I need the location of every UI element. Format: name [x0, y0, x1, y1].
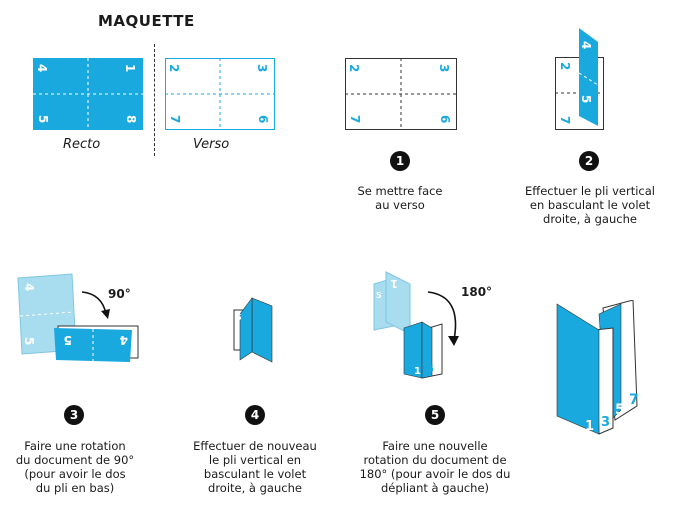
- step-1-caption-line-2: au verso: [375, 198, 425, 212]
- step-5-badge: 5: [425, 405, 445, 425]
- step-1-caption: [335, 184, 465, 212]
- step5-illustration: [370, 266, 480, 384]
- verso-panel-6: 6: [256, 115, 270, 124]
- step5-ghost-panel-5: 5: [376, 291, 382, 300]
- step-1-caption-line-1: Se mettre face: [357, 184, 443, 198]
- verso-label: Verso: [193, 137, 230, 152]
- step-3-badge: 3: [64, 405, 84, 425]
- step3-illustration: [10, 272, 140, 364]
- step-3-caption-line-1: Faire une rotation: [24, 439, 126, 453]
- recto-panel-5: 5: [36, 115, 50, 124]
- step3-rotation-label: 90°: [108, 287, 131, 301]
- step-4-caption-line-3: basculant le volet: [203, 467, 307, 481]
- final-panel-3: 3: [601, 415, 611, 430]
- final-folded-illustration: [555, 300, 645, 440]
- step4-illustration: [232, 290, 278, 366]
- step-3-caption-line-2: du document de 90°: [15, 453, 135, 467]
- recto-sheet: [33, 58, 143, 130]
- step-5-caption-line-4: dépliant à gauche): [380, 481, 490, 495]
- step4-flap-left: [240, 298, 252, 360]
- step-4-caption-line-1: Effectuer de nouveau: [193, 439, 317, 453]
- step5-ghost-panel-1: 1: [390, 277, 398, 290]
- step3-ghost-panel-4: 4: [22, 283, 36, 292]
- step5-panel-1: 1: [414, 366, 421, 377]
- step-5-caption-line-3: 180° (pour avoir le dos du: [359, 467, 511, 481]
- step-5-caption-line-2: rotation du document de: [363, 453, 507, 467]
- step2-illustration: [555, 28, 615, 134]
- step3-arrow-head: [101, 309, 110, 319]
- step2-panel-2: 2: [558, 62, 572, 71]
- verso-panel-2: 2: [167, 64, 181, 73]
- step1-illustration: [345, 58, 457, 130]
- step-3-caption-line-4: du pli en bas): [35, 481, 115, 495]
- step-5-caption: [345, 439, 525, 495]
- final-panel-1: 1: [585, 419, 595, 434]
- step-2-caption: [505, 184, 675, 226]
- divider: [154, 44, 155, 156]
- recto-panel-1: 1: [123, 64, 137, 73]
- step-4-badge: 4: [245, 405, 265, 425]
- step1-panel-2: 2: [347, 64, 361, 73]
- verso-panel-7: 7: [168, 115, 182, 124]
- page-title: MAQUETTE: [98, 12, 195, 30]
- step2-panel-7: 7: [558, 116, 572, 125]
- step-4-caption-line-2: le pli vertical en: [208, 453, 302, 467]
- final-panel-7: 7: [629, 392, 639, 408]
- recto-label: Recto: [63, 137, 101, 152]
- step2-panel-4: 4: [579, 41, 593, 50]
- final-panel-blue-front: [557, 304, 599, 434]
- step-3-caption: [0, 439, 150, 495]
- step5-rotation-label: 180°: [461, 285, 493, 299]
- step-2-caption-line-1: Effectuer le pli vertical: [525, 184, 655, 198]
- step4-panel-5: 5: [236, 313, 242, 322]
- final-panel-5: 5: [615, 402, 625, 418]
- verso-sheet: [165, 58, 275, 130]
- recto-panel-8: 8: [124, 115, 138, 124]
- step-3-caption-line-3: (pour avoir le dos: [24, 467, 126, 481]
- verso-panel-3: 3: [255, 64, 269, 73]
- step3-panel-5: 5: [63, 333, 72, 347]
- step2-panel-5: 5: [579, 95, 593, 104]
- step-4-caption-line-4: droite, à gauche: [208, 481, 302, 495]
- step1-panel-3: 3: [437, 64, 451, 73]
- step-2-caption-line-3: droite, à gauche: [543, 212, 637, 226]
- step5-arrow-head: [448, 336, 459, 346]
- step1-panel-6: 6: [438, 115, 452, 124]
- recto-panel-4: 4: [35, 64, 49, 73]
- step-1-badge: 1: [390, 151, 410, 171]
- step-5-caption-line-1: Faire une nouvelle: [382, 439, 488, 453]
- step3-ghost-panel-5: 5: [22, 337, 36, 346]
- step1-panel-7: 7: [348, 115, 362, 124]
- step3-panel-4: 4: [119, 333, 128, 347]
- step-4-caption: [170, 439, 340, 495]
- step-2-caption-line-2: en basculant le volet: [529, 198, 651, 212]
- step5-panel-5: 5: [427, 364, 434, 375]
- step4-flap-right: [252, 298, 272, 362]
- step-2-badge: 2: [579, 151, 599, 171]
